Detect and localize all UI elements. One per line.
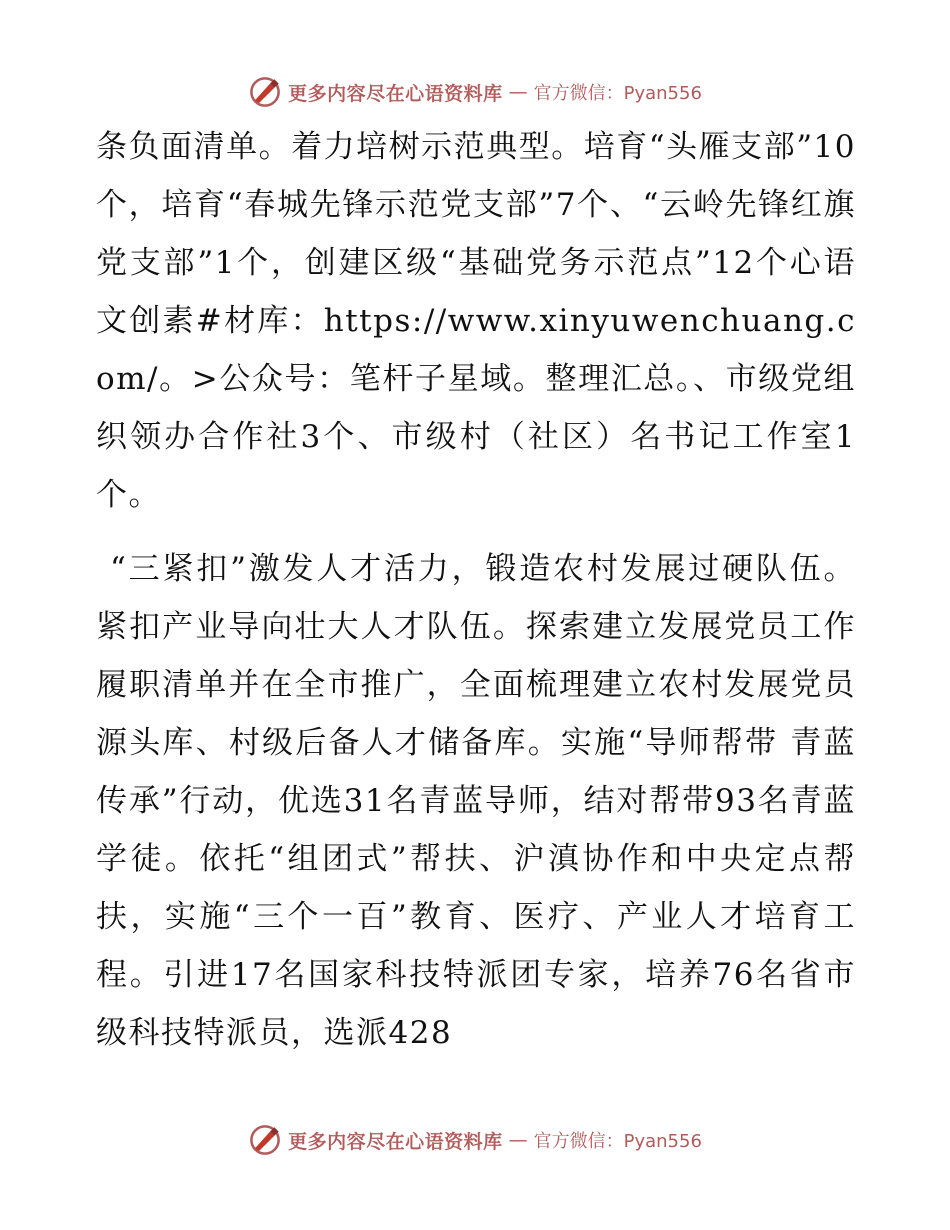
watermark-wechat-text: 官方微信：Pyan556 xyxy=(533,1131,702,1152)
paragraph-1: 条负面清单。着力培树示范典型。培育“头雁支部”10个，培育“春城先锋示范党支部”7个、“云岭先锋红旗党支部”1个，创建区级“基础党务示范点”12个心语文创素#材库：https://www.xinyuwenchuang.com/。>公众号：笔杆子星域。整理汇总。、市级党组织领办合作社3个、市级村（社区）名书记工作室1个。 xyxy=(96,129,856,513)
paragraph-2-text: “三紧扣”激发人才活力，锻造农村发展过硬队伍。紧扣产业导向壮大人才队伍。探索建立发展党员工作履职清单并在全市推广，全面梳理建立农村发展党员源头库、村级后备人才储备库。实施“导师帮带 青蓝传承”行动，优选31名青蓝导师，结对帮带93名青蓝学徒。依托“组团式”帮扶、沪滇协作和中央定点帮扶，实施“三个一百”教育、医疗、产业人才培育工程。引进17名国家科技特派团专家，培养76名省市级科技特派员，选派428 xyxy=(96,551,856,1051)
watermark-wechat-text: 官方微信：Pyan556 xyxy=(533,83,702,104)
watermark-main-text: 更多内容尽在心语资料库 xyxy=(288,1130,503,1153)
watermark-main-text: 更多内容尽在心语资料库 xyxy=(288,82,503,105)
watermark-dash: — xyxy=(508,1129,528,1151)
watermark-dash: — xyxy=(508,81,528,103)
pen-nib-logo-icon xyxy=(248,75,282,109)
footer-watermark xyxy=(0,1120,950,1160)
document-body xyxy=(96,118,856,1062)
header-watermark xyxy=(0,72,950,112)
pen-nib-logo-icon xyxy=(248,1123,282,1157)
paragraph-2 xyxy=(96,540,856,1062)
